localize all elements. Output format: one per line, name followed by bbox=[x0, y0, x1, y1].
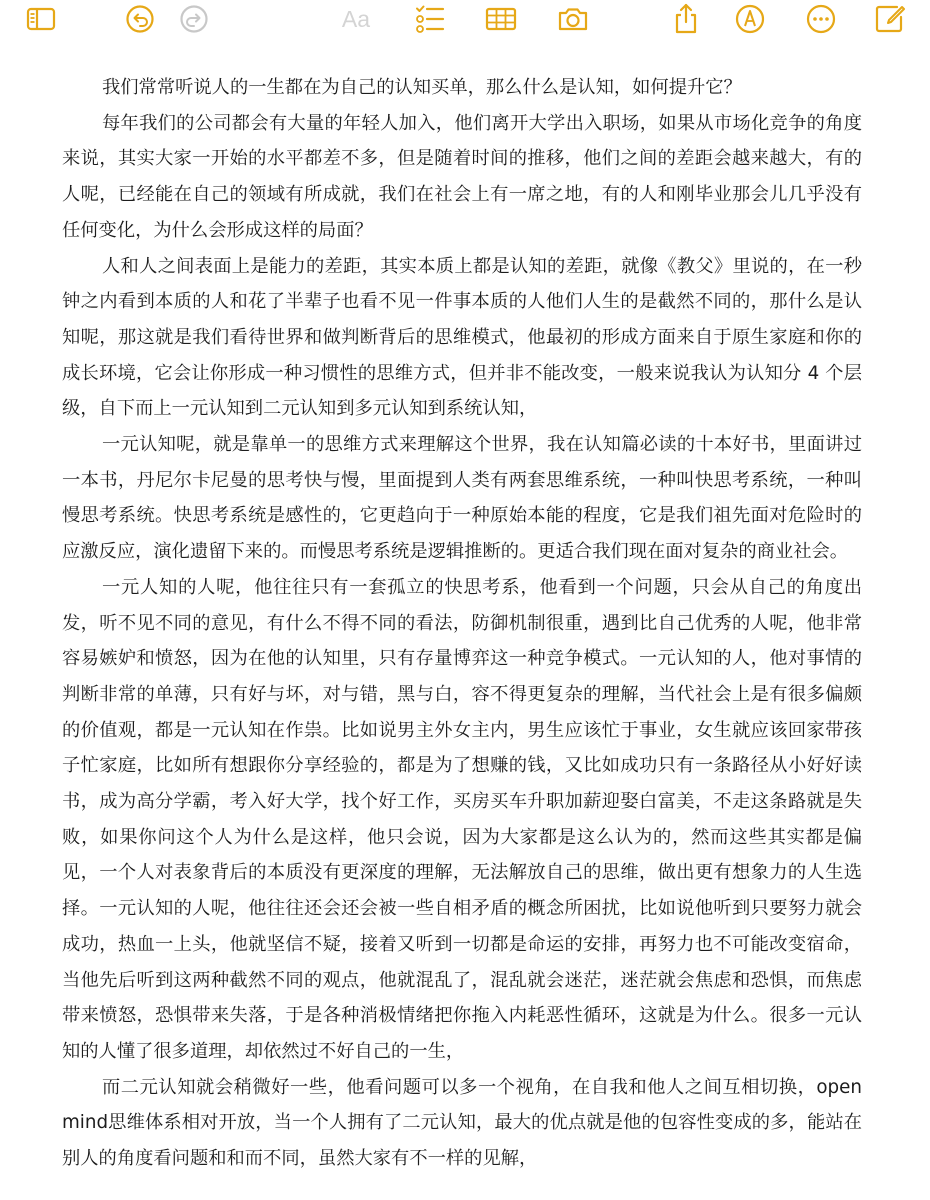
note-paragraph: 一元认知呢，就是靠单一的思维方式来理解这个世界，我在认知篇必读的十本好书，里面讲过一本书，丹尼尔卡尼曼的思考快与慢，里面提到人类有两套思维系统，一种叫快思考系统，一种叫慢思考系统。快思考系统是感性的，它更趋向于一种原始本能的程度，它是我们祖先面对危险时的应激反应，演化遗留下来的。而慢思考系统是逻辑推断的。更适合我们现在面对复杂的商业社会。 bbox=[62, 434, 862, 563]
checklist-icon[interactable] bbox=[413, 2, 447, 36]
undo-icon[interactable] bbox=[123, 2, 157, 36]
note-paragraph: 一元人知的人呢，他往往只有一套孤立的快思考系，他看到一个问题，只会从自己的角度出发，听不见不同的意见，有什么不得不同的看法，防御机制很重，遇到比自己优秀的人呢，他非常容易嫉妒和愤怒，因为在他的认知里，只有存量博弈这一种竞争模式。一元认知的人，他对事情的判断非常的单薄，只有好与坏，对与错，黑与白，容不得更复杂的理解，当代社会上是有很多偏颇的价值观，都是一元认知在作祟。比如说男主外女主内，男生应该忙于事业，女生就应该回家带孩子忙家庭，比如所有想跟你分享经验的，都是为了想赚的钱，又比如成功只有一条路径从小好好读书，成为高分学霸，考入好大学，找个好工作，买房买车升职加薪迎娶白富美，不走这条路就是失败，如果你问这个人为什么是这样，他只会说，因为大家都是这么认为的，然而这些其实都是偏见，一个人对表象背后的本质没有更深度的理解，无法解放自己的思维，做出更有想象力的人生选择。一元认知的人呢，他往往还会还会被一些自相矛盾的概念所困扰，比如说他听到只要努力就会成功，热血一上头，他就坚信不疑，接着又听到一切都是命运的安排，再努力也不可能改变宿命，当他先后听到这两种截然不同的观点，他就混乱了，混乱就会迷茫，迷茫就会焦虑和恐惧，而焦虑带来愤怒，恐惧带来失落，于是各种消极情绪把你拖入内耗恶性循环，这就是为什么。很多一元认知的人懂了很多道理，却依然过不好自己的一生， bbox=[62, 576, 862, 1062]
table-icon[interactable] bbox=[484, 2, 518, 36]
share-icon[interactable] bbox=[669, 2, 703, 36]
notes-toolbar bbox=[0, 0, 930, 40]
markup-pen-icon[interactable] bbox=[733, 2, 767, 36]
note-paragraph: 每年我们的公司都会有大量的年轻人加入，他们离开大学出入职场，如果从市场化竞争的角度来说，其实大家一开始的水平都差不多，但是随着时间的推移，他们之间的差距会越来越大，有的人呢，已经能在自己的领域有所成就，我们在社会上有一席之地，有的人和刚毕业那会儿几乎没有任何变化，为什么会形成这样的局面？ bbox=[62, 112, 862, 241]
text-format-label: Aa bbox=[341, 5, 371, 32]
compose-icon[interactable] bbox=[873, 2, 907, 36]
text-format-icon[interactable] bbox=[337, 2, 375, 36]
note-paragraph: 人和人之间表面上是能力的差距，其实本质上都是认知的差距，就像《教父》里说的，在一秒钟之内看到本质的人和花了半辈子也看不见一件事本质的人他们人生的是截然不同的，那什么是认知呢，那这就是我们看待世界和做判断背后的思维模式，他最初的形成方面来自于原生家庭和你的成长环境，它会让你形成一种习惯性的思维方式，但并非不能改变，一般来说我认为认知分 4 个层级，自下而上一元认知到二元认知到多元认知到系统认知， bbox=[62, 255, 862, 420]
redo-icon[interactable] bbox=[177, 2, 211, 36]
note-paragraph: 而二元认知就会稍微好一些，他看问题可以多一个视角，在自我和他人之间互相切换，open mind思维体系相对开放，当一个人拥有了二元认知，最大的优点就是他的包容性变成的多，能站在别人的角度看问题和和而不同，虽然大家有不一样的见解， bbox=[62, 1076, 862, 1170]
sidebar-icon[interactable] bbox=[24, 2, 58, 36]
camera-icon[interactable] bbox=[556, 2, 590, 36]
more-icon[interactable] bbox=[804, 2, 838, 36]
note-body[interactable] bbox=[62, 70, 862, 1177]
note-paragraph: 我们常常听说人的一生都在为自己的认知买单，那么什么是认知，如何提升它？ bbox=[102, 77, 742, 98]
